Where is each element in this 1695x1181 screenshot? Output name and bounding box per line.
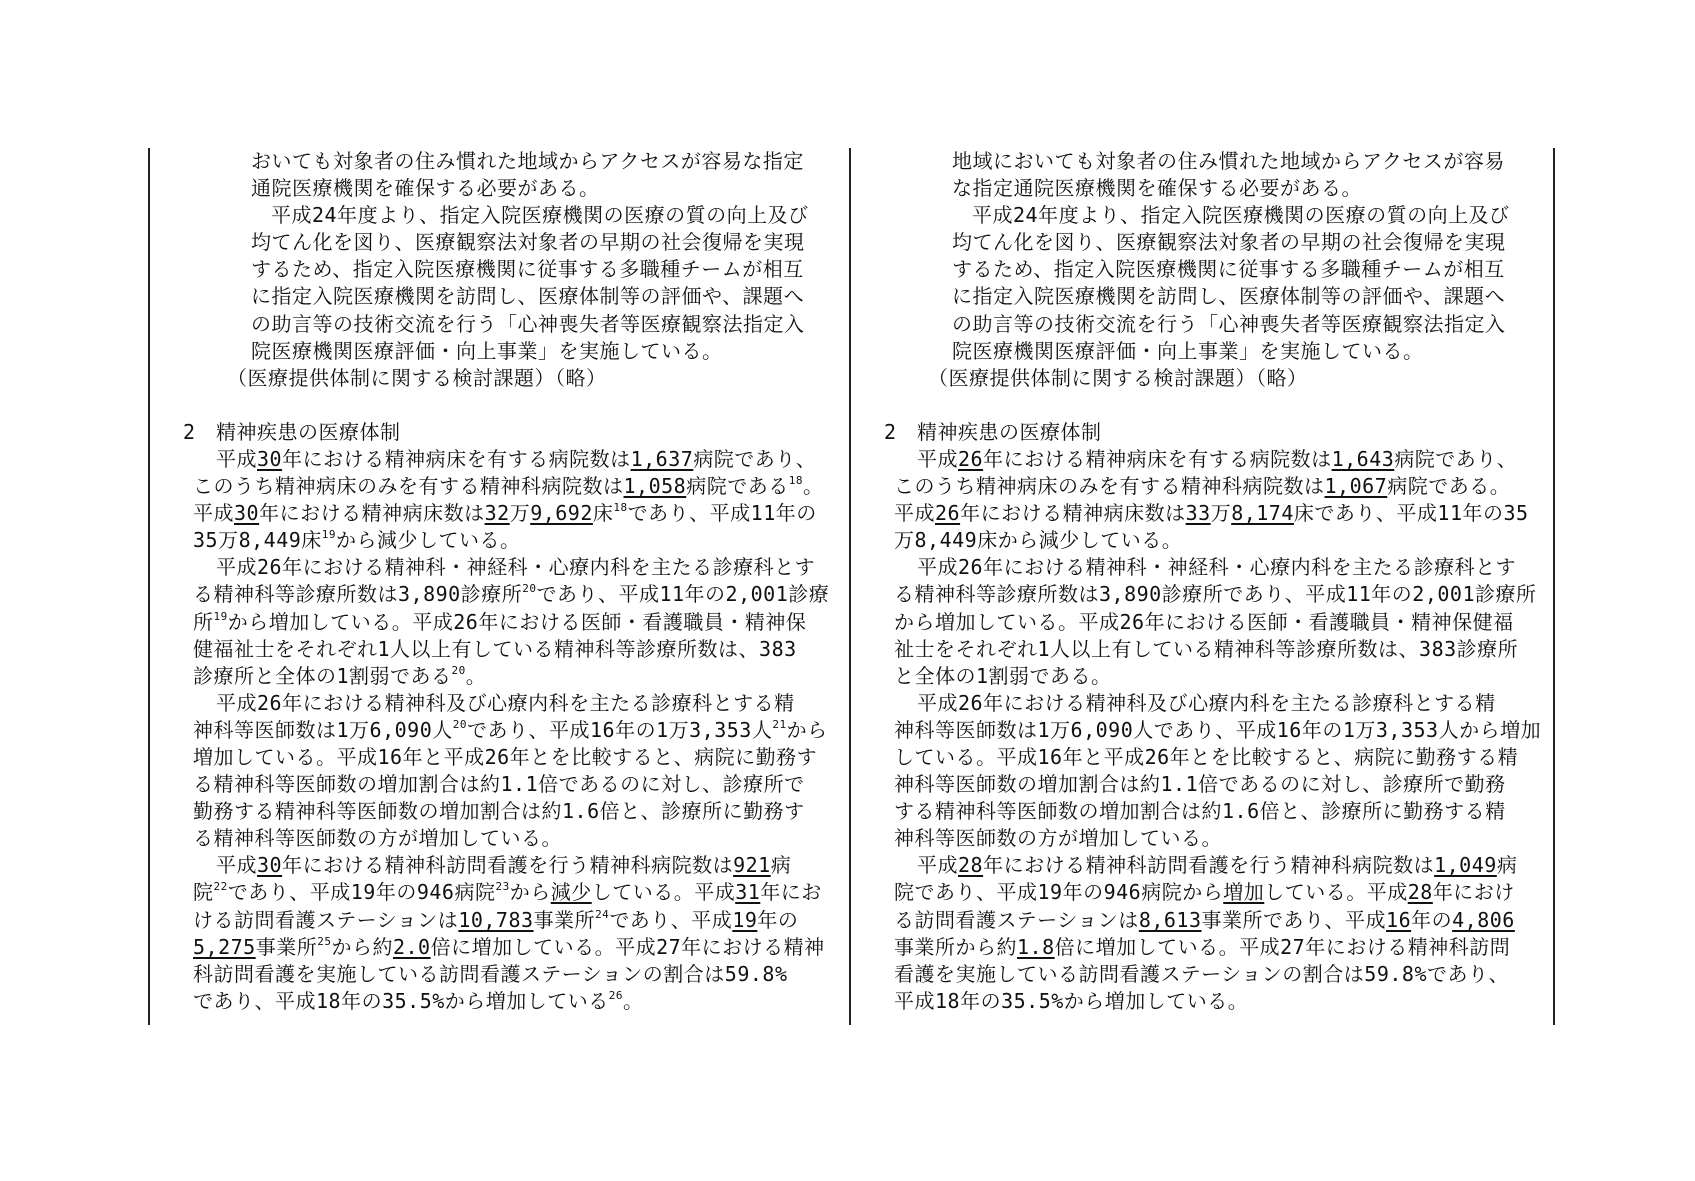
left-p2-line5: の助言等の技術交流を行う「心神喪失者等医療観察法指定入 bbox=[251, 311, 805, 336]
right-note: （医療提供体制に関する検討課題）（略） bbox=[928, 365, 1308, 390]
left-p2-line6: 院医療機関医療評価・向上事業」を実施している。 bbox=[251, 338, 723, 363]
left-b-line5: 診療所と全体の1割弱である$^{20}$。 bbox=[193, 663, 487, 688]
right-d-line3: る訪問看護ステーションは8,613事業所であり、平成16年の4,806 bbox=[894, 907, 1515, 932]
footnote-ref: 19 bbox=[213, 609, 228, 623]
footnote-ref: 20 bbox=[522, 582, 537, 596]
left-d-line6: であり、平成18年の35.5%から増加している$^{26}$。 bbox=[193, 988, 644, 1013]
left-d-line2: 院$^{22}$であり、平成19年の946病院$^{23}$から減少している。平成31年にお bbox=[193, 880, 822, 905]
left-c-line5: 勤務する精神科等医師数の増加割合は約1.6倍と、診療所に勤務す bbox=[193, 799, 805, 824]
right-column bbox=[849, 148, 1553, 1015]
footnote-ref: 20 bbox=[451, 663, 466, 677]
right-b-line4: 祉士をそれぞれ1人以上有している精神科等診療所数は、383診療所 bbox=[894, 636, 1519, 661]
footnote-ref: 19 bbox=[321, 528, 337, 542]
footnote-ref: 23 bbox=[495, 880, 510, 894]
right-p2-line4: に指定入院医療機関を訪問し、医療体制等の評価や、課題へ bbox=[952, 284, 1506, 309]
right-d-line5: 看護を実施している訪問看護ステーションの割合は59.8%であり、 bbox=[894, 961, 1510, 986]
right-b-line3: から増加している。平成26年における医師・看護職員・精神保健福 bbox=[894, 609, 1514, 634]
right-border-line bbox=[1553, 148, 1555, 1025]
left-note: （医療提供体制に関する検討課題）（略） bbox=[227, 365, 607, 390]
left-p2-line3: するため、指定入院医療機関に従事する多職種チームが相互 bbox=[251, 257, 804, 282]
left-section-heading: 2 精神疾患の医療体制 bbox=[183, 419, 401, 444]
right-section-heading: 2 精神疾患の医療体制 bbox=[884, 419, 1102, 444]
right-c-line4: 神科等医師数の増加割合は約1.1倍であるのに対し、診療所で勤務 bbox=[894, 772, 1506, 797]
left-c-line1: 平成26年における精神科及び心療内科を主たる診療科とする精 bbox=[216, 690, 795, 715]
right-p2-line3: するため、指定入院医療機関に従事する多職種チームが相互 bbox=[952, 257, 1505, 282]
left-d-line4: 5,275事業所$^{25}$から約2.0倍に増加している。平成27年における精神 bbox=[193, 934, 825, 959]
right-p2-line6: 院医療機関医療評価・向上事業」を実施している。 bbox=[952, 338, 1424, 363]
left-a-line4: 35万8,449床$^{19}$から減少している。 bbox=[193, 528, 521, 553]
right-c-line2: 神科等医師数は1万6,090人であり、平成16年の1万3,353人から増加 bbox=[894, 717, 1542, 742]
right-b-line1: 平成26年における精神科・神経科・心療内科を主たる診療科とす bbox=[917, 555, 1517, 580]
left-p2-line2: 均てん化を図り、医療観察法対象者の早期の社会復帰を実現 bbox=[251, 230, 805, 255]
footnote-ref: 26 bbox=[608, 988, 624, 1002]
footnote-ref: 24 bbox=[595, 907, 610, 921]
right-p1-line1: 地域においても対象者の住み慣れた地域からアクセスが容易 bbox=[952, 149, 1505, 173]
footnote-ref: 18 bbox=[613, 501, 628, 515]
footnote-ref: 22 bbox=[213, 880, 228, 894]
left-a-line3: 平成30年における精神病床数は32万9,692床$^{18}$であり、平成11年の bbox=[193, 501, 817, 526]
left-a-line1: 平成30年における精神病床を有する病院数は1,637病院であり、 bbox=[216, 446, 817, 471]
right-d-line2: 院であり、平成19年の946病院から増加している。平成28年におけ bbox=[894, 880, 1515, 905]
left-b-line1: 平成26年における精神科・神経科・心療内科を主たる診療科とす bbox=[216, 555, 816, 580]
right-p2-line2: 均てん化を図り、医療観察法対象者の早期の社会復帰を実現 bbox=[952, 230, 1506, 255]
left-b-line2: る精神科等診療所数は3,890診療所$^{20}$であり、平成11年の2,001診療 bbox=[193, 582, 830, 607]
left-b-line3: 所$^{19}$から増加している。平成26年における医師・看護職員・精神保 bbox=[193, 609, 807, 634]
left-p2-line1: 平成24年度より、指定入院医療機関の医療の質の向上及び bbox=[271, 203, 809, 228]
left-d-line5: 科訪問看護を実施している訪問看護ステーションの割合は59.8% bbox=[193, 961, 788, 986]
left-c-line2: 神科等医師数は1万6,090人$^{20}$であり、平成16年の1万3,353人$^{21}$から bbox=[193, 717, 828, 742]
left-p1-line2: 通院医療機関を確保する必要がある。 bbox=[251, 176, 600, 201]
left-c-line3: 増加している。平成16年と平成26年とを比較すると、病院に勤務す bbox=[193, 744, 818, 769]
left-p2-line4: に指定入院医療機関を訪問し、医療体制等の評価や、課題へ bbox=[251, 284, 805, 309]
right-b-line2: る精神科等診療所数は3,890診療所であり、平成11年の2,001診療所 bbox=[894, 582, 1537, 607]
right-a-line3: 平成26年における精神病床数は33万8,174床であり、平成11年の35 bbox=[894, 501, 1529, 526]
footnote-ref: 20 bbox=[452, 717, 467, 731]
right-a-line1: 平成26年における精神病床を有する病院数は1,643病院であり、 bbox=[917, 446, 1518, 471]
left-p1-line1: おいても対象者の住み慣れた地域からアクセスが容易な指定 bbox=[251, 149, 804, 173]
left-b-line4: 健福祉士をそれぞれ1人以上有している精神科等診療所数は、383 bbox=[193, 636, 797, 661]
right-c-line1: 平成26年における精神科及び心療内科を主たる診療科とする精 bbox=[917, 690, 1496, 715]
right-d-line4: 事業所から約1.8倍に増加している。平成27年における精神科訪問 bbox=[894, 934, 1511, 959]
right-b-line5: と全体の1割弱である。 bbox=[894, 663, 1112, 688]
right-a-line2: このうち精神病床のみを有する精神科病院数は1,067病院である。 bbox=[894, 474, 1511, 499]
right-d-line1: 平成28年における精神科訪問看護を行う精神科病院数は1,049病 bbox=[917, 853, 1518, 878]
left-column bbox=[148, 148, 848, 1015]
right-p2-line5: の助言等の技術交流を行う「心神喪失者等医療観察法指定入 bbox=[952, 311, 1506, 336]
left-d-line3: ける訪問看護ステーションは10,783事業所$^{24}$であり、平成19年の bbox=[193, 907, 799, 932]
right-c-line5: する精神科等医師数の増加割合は約1.6倍と、診療所に勤務する精 bbox=[894, 799, 1506, 824]
right-d-line6: 平成18年の35.5%から増加している。 bbox=[894, 988, 1249, 1013]
right-p1-line2: な指定通院医療機関を確保する必要がある。 bbox=[952, 176, 1362, 201]
left-c-line4: る精神科等医師数の増加割合は約1.1倍であるのに対し、診療所で bbox=[193, 772, 805, 797]
footnote-ref: 21 bbox=[772, 717, 787, 731]
right-c-line6: 神科等医師数の方が増加している。 bbox=[894, 826, 1222, 851]
right-p2-line1: 平成24年度より、指定入院医療機関の医療の質の向上及び bbox=[972, 203, 1510, 228]
right-c-line3: している。平成16年と平成26年とを比較すると、病院に勤務する精 bbox=[894, 744, 1519, 769]
right-a-line4: 万8,449床から減少している。 bbox=[894, 528, 1183, 553]
left-c-line6: る精神科等医師数の方が増加している。 bbox=[193, 826, 562, 851]
left-a-line2: このうち精神病床のみを有する精神科病院数は1,058病院である$^{18}$。 bbox=[193, 474, 824, 499]
left-d-line1: 平成30年における精神科訪問看護を行う精神科病院数は921病 bbox=[216, 853, 792, 878]
footnote-ref: 25 bbox=[317, 934, 332, 948]
footnote-ref: 18 bbox=[788, 474, 803, 488]
